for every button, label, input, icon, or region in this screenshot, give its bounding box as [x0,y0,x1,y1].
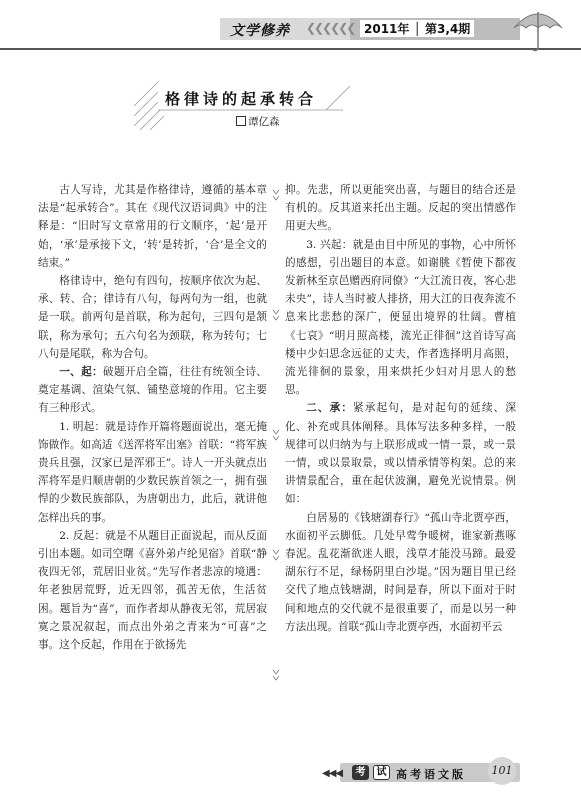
paragraph: 白居易的《钱塘湖春行》“孤山寺北贾亭西，水面初平云脚低。几处早莺争暖树，谁家新燕啄春泥。乱花渐欲迷人眼，浅草才能没马蹄。最爱湖东行不足，绿杨阴里白沙堤。”因为题目里已经交代了地点钱塘湖，时间是春，所以下面对于时间和地点的交代就不是很重要了，而是以另一种方法出现。首联“孤山寺北贾亭西，水面初平云 [285,511,516,633]
paragraph-text: 破题开启全篇，往往有统领全诗、奠定基调、渲染气氛、铺垫意境的作用。它主要有三种形式。 [38,366,268,415]
paragraph: 古人写诗，尤其是作格律诗，遵循的基本章法是“起承转合”。其在《现代汉语词典》中的注释是：“旧时写文章常用的行文顺序，‘起’是开始，‘承’是承接下文，‘转’是转折，‘合’是全文的结束。” [38,184,267,269]
paragraph: 格律诗中，绝句有四句，按顺序依次为起、承、转、合；律诗有八句，每两句为一组，也就是一联。前两句是首联，称为起句，三四句是颔联，称为承句；五六句名为颈联，称为转句；七八句是尾联，称为合句。 [38,275,267,360]
header-rule [0,48,581,50]
section-heading: 二、承： [306,402,354,415]
left-column [38,181,267,654]
paragraph [38,363,267,418]
footer-badge: 试 [373,765,390,780]
magazine-name: 高考语文版 [396,768,466,781]
paragraph [285,399,516,508]
paragraph-text: 紧承起句，是对起句的延续、深化、补充或具体阐释。具体写法多种多样，一般规律可以归纳为与上联形成或一情一景，或一景一情，或以景取景，或以情承情等构架。总的来讲情景配合，重在起伏波澜，避免光说情景。例如： [285,402,516,506]
right-column [285,181,516,636]
section-heading: 一、起： [59,366,104,379]
column-name: 文学修养 [230,23,290,39]
issue-info: 2011年 │ 第3,4期 [360,20,474,37]
author-name: 谭亿森 [248,116,280,128]
footer-arrows-icon: ◀◀◀ [322,768,343,779]
page-number: 101 [488,757,516,785]
column-divider [270,184,282,744]
paragraph: 抑。先悲，所以更能突出喜，与题目的结合还是有机的。反其道来托出主题。反起的突出情感作用更大些。 [285,184,516,233]
chevrons-icon: ❮❮❮❮❮❮ [306,21,355,35]
paragraph: 3. 兴起：就是由目中所见的事物，心中所怀的感想，引出题目的本意。如谢朓《暂使下都夜发新林至京邑赠西府同僚》“大江流日夜，客心悲未央”，诗人当时被人排挤，用大江的日夜奔流不息来比悲愁的深广，便显出境界的壮阔。曹植《七哀》“明月照高楼，流光正徘徊”这首诗写高楼中少妇思念远征的丈夫，作者选择明月高照，流光徘徊的景象，用来烘托少妇对月思人的愁思。 [285,238,516,397]
footer-badge: 考 [352,765,369,780]
paragraph: 2. 反起：就是不从题目正面说起，而从反面引出本题。如司空曙《喜外弟卢纶见宿》首联“静夜四无邻，荒居旧业贫。”先写作者悲凉的境遇：年老独居荒野，近无四邻，孤苦无依，生活贫困。题旨为“喜”，而作者却从静夜无邻，荒居寂寞之景况叙起，而点出外弟之青来为“可喜”之事。这个反起，作用在于欲扬先 [38,529,267,652]
author-box-icon [236,116,246,126]
author-line [236,114,280,129]
page-header [0,0,581,60]
article-title: 格律诗的起承转合 [165,90,318,108]
paragraph: 1. 明起：就是诗作开篇将题面说出，毫无掩饰做作。如高适《送浑将军出塞》首联：“将军族贵兵且强，汉家已是浑邪王”。诗人一开头就点出浑将军是归顺唐朝的少数民族首领之一，拥有强悍的少数民族部队，为唐朝出力，此后，就讲他怎样出兵的事。 [38,420,267,524]
umbrella-icon [510,6,566,54]
